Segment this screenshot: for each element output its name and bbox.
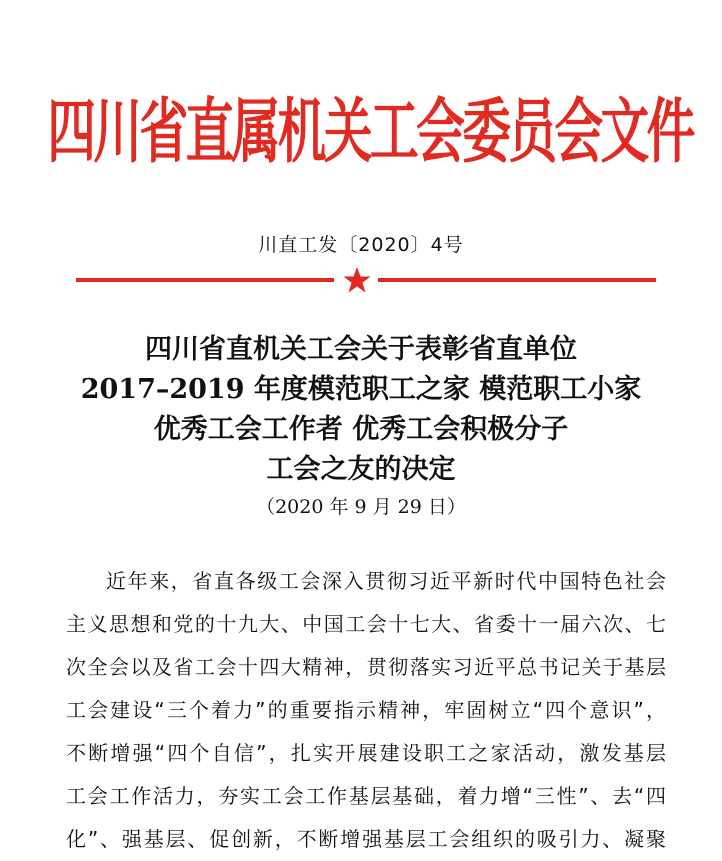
body-line: 主义思想和党的十九大、中国工会十七大、省委十一届六次、七 <box>66 612 666 636</box>
document-date: （2020 年 9 月 29 日） <box>256 496 466 518</box>
body-paragraph <box>66 560 666 861</box>
divider-line-left <box>76 278 334 282</box>
body-line: 不断增强“四个自信”，扎实开展建设职工之家活动，激发基层 <box>66 741 666 765</box>
body-line: 工会建设“三个着力”的重要指示精神，牢固树立“四个意识”， <box>66 698 666 722</box>
title-line: 优秀工会工作者 优秀工会积极分子 <box>153 414 569 445</box>
star-icon <box>342 266 372 294</box>
body-line: 近年来，省直各级工会深入贯彻习近平新时代中国特色社会 <box>106 569 666 593</box>
document-number: 川直工发〔2020〕4号 <box>258 234 464 256</box>
masthead <box>47 88 693 178</box>
title-line: 四川省直机关工会关于表彰省直单位 <box>145 334 577 365</box>
body-line: 次全会以及省工会十四大精神，贯彻落实习近平总书记关于基层 <box>66 655 666 679</box>
masthead-title: 四川省直属机关工会委员会文件 <box>47 91 693 173</box>
divider-line-right <box>378 278 656 282</box>
red-divider <box>76 266 656 294</box>
title-line: 2017–2019 年度模范职工之家 模范职工小家 <box>80 374 642 405</box>
title-line: 工会之友的决定 <box>266 454 456 485</box>
body-line: 工会工作活力，夯实工会工作基层基础，着力增“三性”、去“四 <box>66 784 666 808</box>
document-title <box>0 330 722 490</box>
body-line: 化”、强基层、促创新，不断增强基层工会组织的吸引力、凝聚 <box>66 827 666 851</box>
